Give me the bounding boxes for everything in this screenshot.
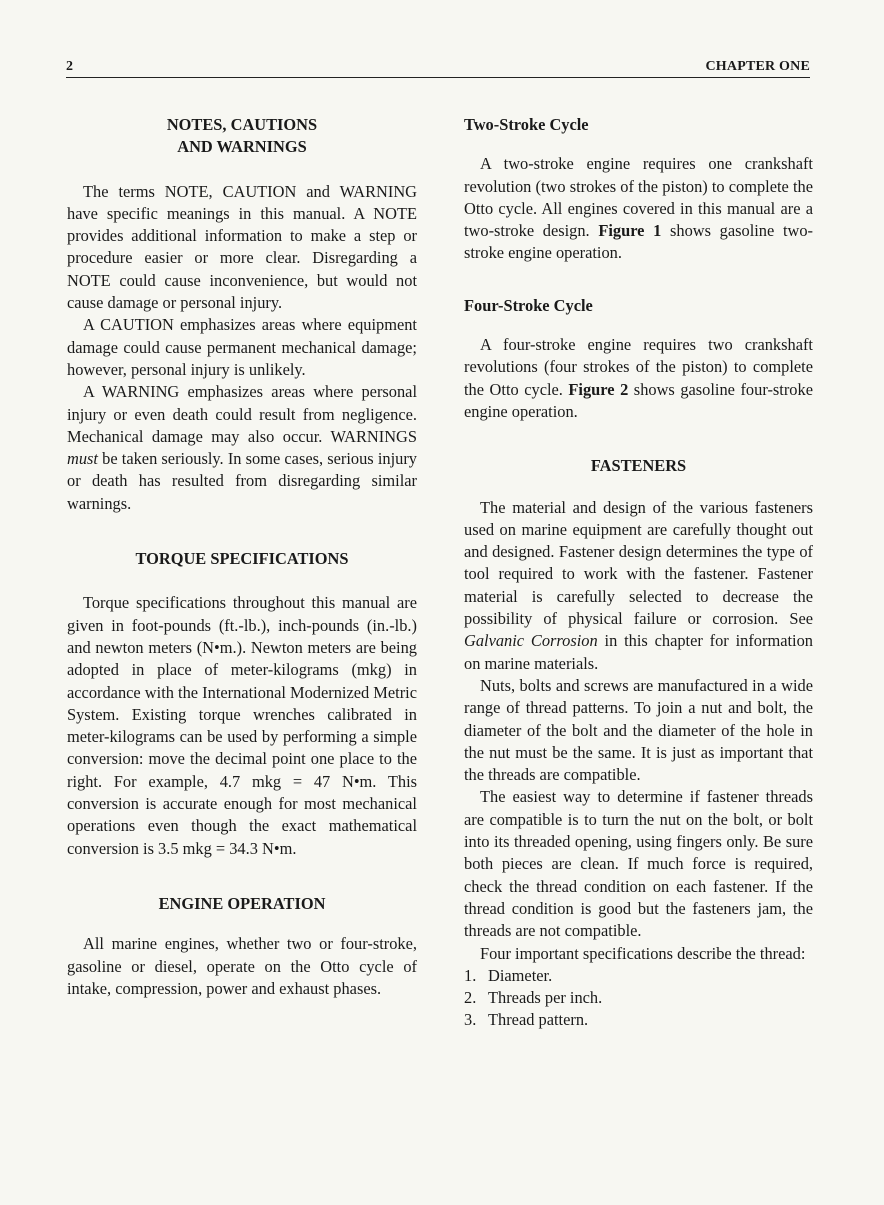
engine-heading: ENGINE OPERATION	[158, 893, 326, 913]
fasteners-paragraph-2: Nuts, bolts and screws are manufactured in a wide range of thread patterns. To join a nut and bolt, the diameter of the bolt and the diameter of the hole in the nut must be the same. It is just as important that the threads are compatible.	[464, 675, 813, 785]
fasteners-paragraph-1: The material and design of the various fasteners used on marine equipment are carefully thought out and designed. Fastener design determines the type of tool required to work with the fastener. Fastener material is carefully selected to decrease the possibility of physical failure or corrosion. See Galvanic Corrosion in this chapter for information on marine materials.	[464, 497, 813, 673]
fasteners-paragraph-3: The easiest way to determine if fastener threads are compatible is to turn the nut on the bolt, or bolt into its threaded opening, using fingers only. Be sure both pieces are clean. If much force is required, check the thread condition on each fastener. If the thread condition is good but the fasteners jam, the threads are not compatible.	[464, 787, 813, 941]
page-number: 2	[66, 59, 73, 74]
notes-paragraph-2: A CAUTION emphasizes areas where equipment damage could cause permanent mechanical damage; however, personal injury is unlikely.	[67, 315, 417, 379]
notes-paragraph-1: The terms NOTE, CAUTION and WARNING have specific meanings in this manual. A NOTE provides additional information to make a step or procedure easier or more clear. Disregarding a NOTE could cause inconvenience, but would not cause damage or personal injury.	[67, 181, 417, 313]
galvanic-corrosion-ref: Galvanic Corrosion	[464, 631, 598, 651]
emphasis-must: must	[67, 449, 98, 469]
list-item: 1. Diameter.	[464, 965, 553, 985]
engine-paragraph: All marine engines, whether two or four-stroke, gasoline or diesel, operate on the Otto cycle of intake, compression, power and exhaust phases.	[67, 934, 417, 998]
notes-heading	[67, 114, 417, 159]
left-column	[67, 114, 417, 1000]
four-stroke-paragraph: A four-stroke engine requires two crankshaft revolutions (four strokes of the piston) to complete the Otto cycle. Figure 2 shows gasoline four-stroke engine operation.	[464, 335, 813, 421]
right-column	[464, 114, 813, 1032]
torque-paragraph: Torque specifications throughout this manual are given in foot-pounds (ft.-lb.), inch-pounds (in.-lb.) and newton meters (N•m.). Newton meters are being adopted in place of meter-kilograms (mkg) in accordance with the International Modernized Metric System. Existing torque wrenches calibrated in meter-kilograms can be used by performing a simple conversion: move the decimal point one place to the right. For example, 4.7 mkg = 47 N•m. This conversion is accurate enough for most mechanical operations even though the exact mathematical conversion is 3.5 mkg = 34.3 N•m.	[67, 593, 417, 858]
two-stroke-heading: Two-Stroke Cycle	[464, 115, 589, 134]
fasteners-paragraph-4: Four important specifications describe the thread:	[480, 943, 806, 963]
fasteners-heading: FASTENERS	[590, 456, 687, 476]
page-header	[66, 59, 810, 78]
notes-heading-line-2: AND WARNINGS	[177, 137, 307, 157]
list-item: 2. Threads per inch.	[464, 988, 603, 1008]
chapter-title: CHAPTER ONE	[705, 59, 810, 74]
notes-heading-line-1: NOTES, CAUTIONS	[166, 115, 318, 134]
two-stroke-paragraph: A two-stroke engine requires one crankshaft revolution (two strokes of the piston) to complete the Otto cycle. All engines covered in this manual are a two-stroke design. Figure 1 shows gasoline two-stroke engine operation.	[464, 154, 813, 263]
torque-heading: TORQUE SPECIFICATIONS	[135, 549, 349, 569]
figure-2-ref: Figure 2	[568, 379, 629, 399]
figure-1-ref: Figure 1	[598, 221, 662, 241]
list-item: 3. Thread pattern.	[464, 1010, 589, 1030]
notes-paragraph-3: A WARNING emphasizes areas where personal injury or even death could result from negligence. Mechanical damage may also occur. WARNINGS must be taken seriously. In some cases, serious injury or death has resulted from disregarding similar warnings.	[67, 382, 417, 513]
four-stroke-heading: Four-Stroke Cycle	[464, 295, 593, 315]
